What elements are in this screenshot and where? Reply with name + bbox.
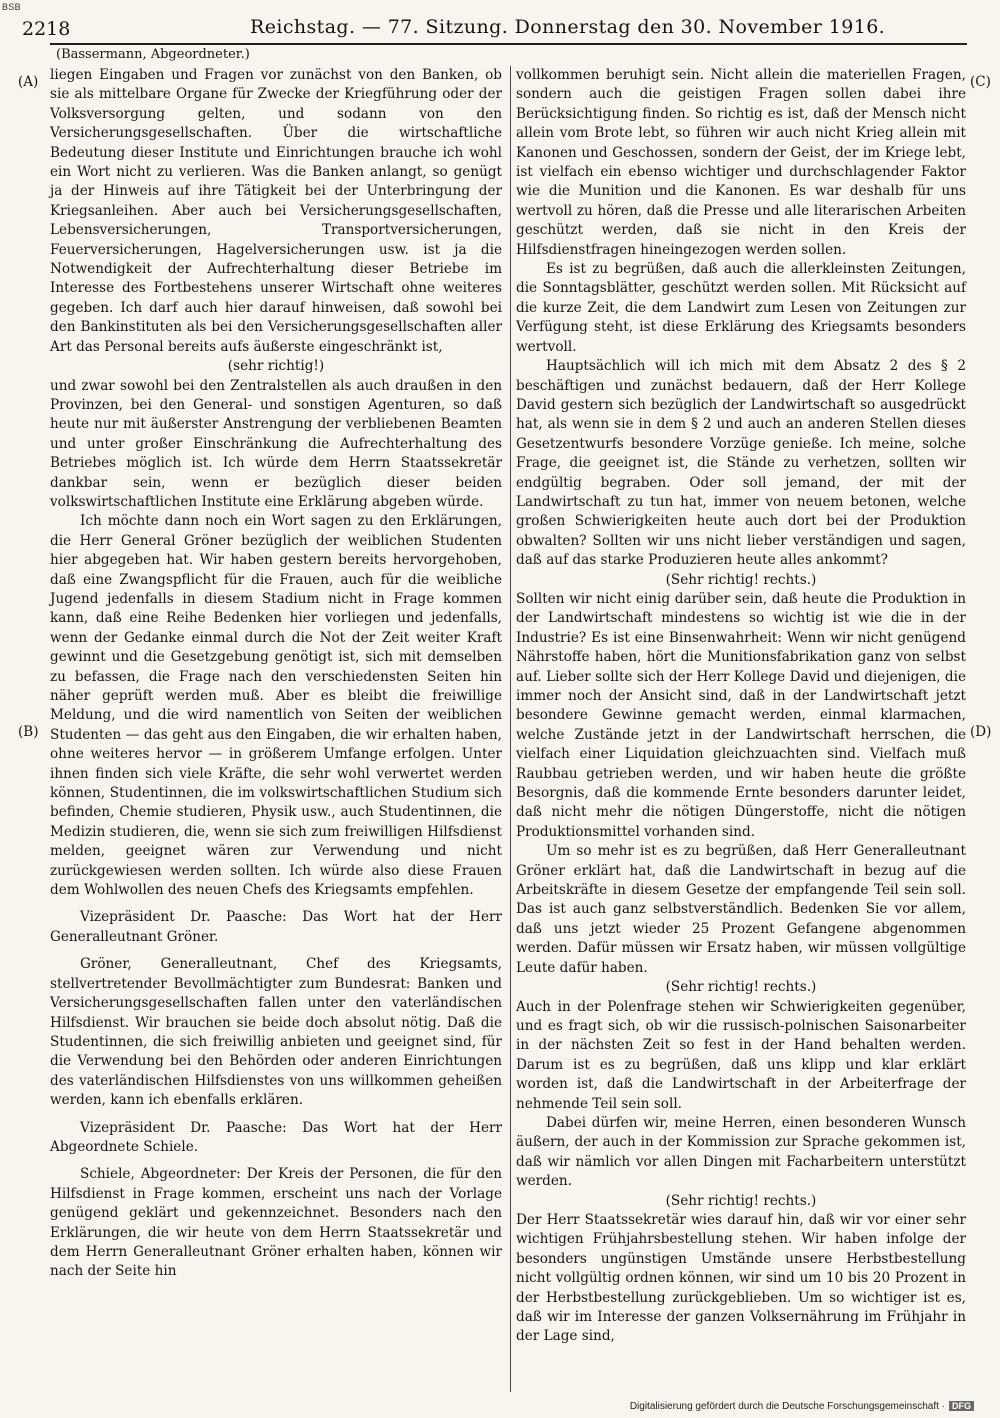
paragraph: vollkommen beruhigt sein. Nicht allein die materiellen Fragen, sondern auch die geistigen Fragen sollen dabei ihre Berücksichtigung finden. So richtig es ist, daß der Mensch nicht allein vom Brote lebt, so führen wir auch nicht Krieg allein mit Kanonen und Geschossen, sondern der Geist, der im Kriege lebt, ist vielfach ein ebenso wichtiger und durchschlagender Faktor wie die Munition und die Kanonen. Es war deshalb für uns wertvoll zu hören, daß die Presse und alle literarischen Arbeiten geschützt werden, daß sie nicht in den Kreis der Hilfsdienstfragen hineingezogen werden sollen. bbox=[516, 67, 966, 258]
paragraph: Sollten wir nicht einig darüber sein, daß heute die Produktion in der Landwirtschaft mindestens so wichtig ist wie die in der Industrie? Es ist eine Binsenwahrheit: Wenn wir nicht genügend Nährstoffe haben, hört die Munitionsfabrikation ganz von selbst auf. Lieber sollte sich der Herr Kollege David und diejenigen, die immer noch der Ansicht sind, daß in der Landwirtschaft jetzt besondere Gewinne gemacht werden, einmal klarmachen, welche Zustände jetzt in der Landwirtschaft herrschen, die vielfach einer Liquidation gleichzuachten sind. Vielfach muß Raubbau getrieben werden, und wir haben heute die größte Besorgnis, daß die kommende Ernte besonders darunter leidet, daß nicht mehr die nötigen Düngerstoffe, nicht die nötigen Produktionsmittel vorhanden sind. bbox=[516, 590, 966, 840]
paragraph: Ich möchte dann noch ein Wort sagen zu den Erklärungen, die Herr General Gröner bezüglich der weiblichen Studenten hier abgegeben hat. Wir haben gestern bereits hervorgehoben, daß eine Zwangspflicht für die Frauen, auch für die weibliche Jugend jedenfalls in diesem Stadium nicht in Frage kommen kann, daß eine Reihe Bedenken hier vorliegen und jedenfalls, wenn der Gedanke einmal durch die Not der Zeit weiter Kraft gewinnt und die Gesetzgebung genötigt ist, sich mit demselben zu befassen, die Frage nach den verschiedensten Seiten hin näher geprüft werden muß. Aber es bleibt die freiwillige Meldung, und die wird namentlich von Seiten der weiblichen Studenten — das geht aus den Eingaben, die wir erhalten haben, ohne weiteres hervor — in größerem Umfange erfolgen. Unter ihnen finden sich viele Kräfte, die sehr wohl verwertet werden können, Studentinnen, die im volkswirtschaftlichen Studium sich befinden, Chemie studieren, Physik usw., auch Studentinnen, die Medizin studieren, die, wenn sie sich zum freiwilligen Hilfsdienst melden, geeignet wären zur Verwendung und nicht zurückgewiesen werden sollten. Ich würde also diese Frauen dem Wohlwollen des neuen Chefs des Kriegsamts empfehlen. bbox=[50, 513, 502, 899]
column-divider bbox=[510, 66, 511, 1392]
right-column bbox=[516, 66, 966, 1347]
interjection: (Sehr richtig! rechts.) bbox=[665, 571, 817, 588]
paragraph: liegen Eingaben und Fragen vor zunächst von den Banken, ob sie als mittelbare Organe für Zwecke der Kriegführung oder der Volksversorgung gelten, und sodann von den Versicherungsgesellschaften. Über die wirtschaftliche Bedeutung dieser Institute und Einrichtungen brauche ich wohl ein Wort nicht zu verlieren. Was die Banken anlangt, so genügt ja der Hinweis auf ihre Tätigkeit bei der Unterbringung der Kriegsanleihen. Aber auch bei Versicherungsgesellschaften, Lebensversicherungen, Transportversicherungen, Feuerversicherungen, Hagelversicherungen usw. ist ja die Notwendigkeit der Aufrechterhaltung dieser Betriebe im Interesse des Fortbestehens unserer Wirtschaft ohne weiteres gegeben. Ich darf auch hier darauf hinweisen, daß sowohl bei den Bankinstituten als bei den Versicherungsgesellschaften aller Art das Personal bereits aufs äußerste eingeschränkt ist, bbox=[50, 67, 502, 355]
paragraph: Auch in der Polenfrage stehen wir Schwierigkeiten gegenüber, und es fragt sich, ob wir die russisch-polnischen Saisonarbeiter in der nächsten Zeit so fest in der Hand behalten werden. Darum ist es zu begrüßen, daß uns klipp und klar erklärt worden ist, daß die Landwirtschaft in der Arbeiterfrage der nehmende Teil sein soll. bbox=[516, 998, 966, 1112]
speaker-continuation: (Bassermann, Abgeordneter.) bbox=[56, 47, 250, 62]
paragraph: und zwar sowohl bei den Zentralstellen als auch draußen in den Provinzen, bei den General- und sonstigen Agenturen, so daß heute nur mit äußerster Anstrengung der verbliebenen Beamten und unter großer Einschränkung die Aufrechterhaltung des Betriebes möglich ist. Ich würde dem Herrn Staatssekretär dankbar sein, wenn er bezüglich dieser beiden volkswirtschaftlichen Institute eine Erklärung abgeben würde. bbox=[50, 377, 502, 510]
paragraph: Dabei dürfen wir, meine Herren, einen besonderen Wunsch äußern, der auch in der Kommission zur Sprache gekommen ist, daß wir nämlich vor allen Dingen mit Facharbeitern unterstützt werden. bbox=[516, 1114, 966, 1190]
margin-marker-b: (B) bbox=[18, 724, 39, 740]
paragraph: Um so mehr ist es zu begrüßen, daß Herr Generalleutnant Gröner erklärt hat, daß die Landwirtschaft in bezug auf die Arbeitskräfte in diesem Gesetze der empfangende Teil sein soll. Das ist auch ganz selbstverständlich. Bedenken Sie vor allem, daß uns jetzt wieder 25 Prozent Gefangene abgenommen werden. Dafür müssen wir Ersatz haben, wir müssen vollgültige Leute dafür haben. bbox=[516, 843, 966, 976]
interjection: (sehr richtig!) bbox=[227, 358, 325, 375]
footer-text: Digitalisierung gefördert durch die Deutsche Forschungsgemeinschaft · bbox=[629, 1401, 945, 1412]
margin-marker-c: (C) bbox=[970, 74, 991, 90]
margin-marker-a: (A) bbox=[18, 74, 39, 90]
paragraph: Es ist zu begrüßen, daß auch die allerkleinsten Zeitungen, die Sonntagsblätter, geschützt werden sollen. Mit Rücksicht auf die kurze Zeit, die dem Landwirt zum Lesen von Zeitungen zur Verfügung steht, ist diese Erklärung des Kriegsamts besonders wertvoll. bbox=[516, 261, 966, 355]
speaker-call: Vizepräsident Dr. Paasche: Das Wort hat der Herr Generalleutnant Gröner. bbox=[50, 909, 502, 945]
running-header: Reichstag. — 77. Sitzung. Donnerstag den 30. November 1916. bbox=[250, 16, 886, 38]
left-column bbox=[50, 66, 502, 1282]
speech-schiele: Schiele, Abgeordneter: Der Kreis der Personen, die für den Hilfsdienst in Frage kommen, erscheint uns nach der Vorlage genügend geklärt und gekennzeichnet. Besonders nach den Erklärungen, die wir heute von dem Herrn Staatssekretär und dem Herrn Generalleutnant Gröner erhalten haben, können wir nach der Seite hin bbox=[50, 1166, 502, 1280]
paragraph: Hauptsächlich will ich mich mit dem Absatz 2 des § 2 beschäftigen und zunächst bedauern, daß der Herr Kollege David gestern sich bezüglich der Landwirtschaft so ausgedrückt hat, als wenn sie in dem § 2 und auch an anderen Stellen dieses Gesetzentwurfs besondere Vorzüge genieße. Ich meine, solche Frage, die geeignet ist, die Stände zu verhetzen, sollten wir endgültig begraben. Oder soll jemand, der mit der Landwirtschaft zu tun hat, immer von neuem betonen, welche großen Schwierigkeiten heute auch dort bei der Produktion obwalten? Sollten wir uns nicht lieber verständigen und sagen, daß auf das starke Produzieren heute alles ankommt? bbox=[516, 358, 966, 569]
page-number: 2218 bbox=[22, 18, 71, 40]
speech-groener: Gröner, Generalleutnant, Chef des Kriegsamts, stellvertretender Bevollmächtigter zum Bundesrat: Banken und Versicherungsgesellschaften fallen unter den vaterländischen Hilfsdienst. Wir brauchen sie beide doch absolut nötig. Daß die Studentinnen, die sich freiwillig anbieten und geeignet sind, für die Verwendung bei den Behörden oder anderen Einrichtungen des vaterländischen Hilfsdienstes von uns willkommen geheißen werden, kann ich ebenfalls erklären. bbox=[50, 956, 502, 1109]
footer bbox=[630, 1401, 974, 1412]
library-mark: BSB bbox=[2, 2, 21, 12]
interjection: (Sehr richtig! rechts.) bbox=[665, 1192, 817, 1209]
margin-marker-d: (D) bbox=[970, 724, 992, 740]
interjection: (Sehr richtig! rechts.) bbox=[665, 979, 817, 996]
paragraph: Der Herr Staatssekretär wies darauf hin, daß wir vor einer sehr wichtigen Frühjahrsbestellung stehen. Wir haben infolge der besonders ungünstigen Umstände unsere Herbstbestellung nicht vollgültig ordnen können, wir sind um 10 bis 20 Prozent in der Herbstbestellung zurückgeblieben. Um so wichtiger ist es, daß wir im Interesse der ganzen Volksernährung im Frühjahr in der Lage sind, bbox=[516, 1211, 966, 1345]
speaker-call: Vizepräsident Dr. Paasche: Das Wort hat der Herr Abgeordnete Schiele. bbox=[50, 1119, 502, 1155]
header-rule bbox=[50, 43, 967, 45]
dfg-logo: DFG bbox=[949, 1401, 974, 1411]
